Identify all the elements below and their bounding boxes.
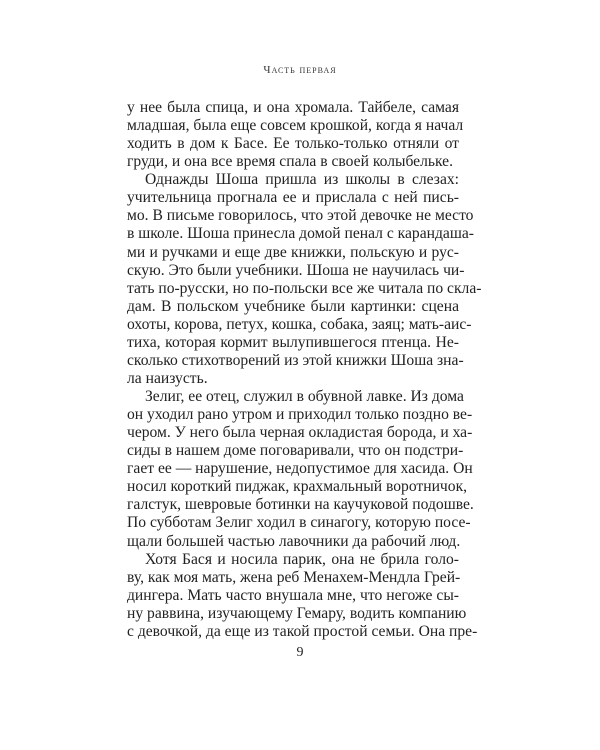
text-line: дам. В польском учебнике были картинки: сцена <box>127 297 459 315</box>
text-line: ла наизусть. <box>127 369 208 387</box>
text-line: ну раввина, изучающему Гемару, водить компанию <box>127 604 467 622</box>
text-line: мо. В письме говорилось, что этой девочке не место <box>127 207 474 225</box>
text-line: у нее была спица, и она хромала. Тайбеле, самая <box>127 99 459 116</box>
body-text <box>127 99 482 641</box>
paragraph <box>127 550 478 641</box>
text-line: гает ее — нарушение, недопустимое для хасида. Он <box>127 460 473 478</box>
text-line: Хотя Бася и носила парик, она не брила голо- <box>145 550 459 568</box>
paragraph <box>127 171 482 388</box>
text-line: чером. У него была черная окладистая борода, и ха- <box>127 424 473 442</box>
paragraph <box>127 99 464 171</box>
text-line: По субботам Зелиг ходил в синагогу, которую посе- <box>127 514 471 532</box>
text-line: сколько стихотворений из этой книжки Шоша зна- <box>127 351 464 369</box>
text-line: дингера. Мать часто внушала мне, что негоже сы- <box>127 586 459 604</box>
text-line: с девочкой, да еще из такой простой семьи. Она пре- <box>127 622 478 640</box>
running-header: Часть первая <box>263 64 337 76</box>
text-line: в школе. Шоша принесла домой пенал с карандаша- <box>127 225 474 243</box>
text-line: ходить в дом к Басе. Ее только-только отняли от <box>127 135 459 153</box>
text-line: охоты, корова, петух, кошка, собака, заяц; мать-аис- <box>127 315 472 333</box>
text-line: младшая, была еще совсем крошкой, когда я начал <box>127 117 464 135</box>
text-line: Однажды Шоша пришла из школы в слезах: <box>145 171 459 189</box>
text-line: учительница прогнала ее и прислала с ней пись- <box>127 189 459 207</box>
text-line: сиды в нашем доме поговаривали, что он подстри- <box>127 442 464 460</box>
text-line: скую. Это были учебники. Шоша не научилась чи- <box>127 261 465 279</box>
text-line: ву, как моя мать, жена реб Менахем-Мендла Грей- <box>127 568 461 586</box>
text-line: груди, и она все время спала в своей колыбельке. <box>127 153 454 171</box>
text-line: щали большей частью лавочники да рабочий люд. <box>127 532 461 550</box>
text-line: Зелиг, ее отец, служил в обувной лавке. Из дома <box>145 388 464 405</box>
paragraph <box>127 388 474 551</box>
text-line: носил короткий пиджак, крахмальный воротничок, <box>127 478 468 496</box>
text-line: он уходил рано утром и приходил только поздно ве- <box>127 406 473 424</box>
text-line: галстук, шевровые ботинки на каучуковой подошве. <box>127 496 474 514</box>
text-line: тиха, которая кормит вылупившегося птенца. Не- <box>127 333 459 351</box>
text-line: тать по-русски, но по-польски все же читала по скла- <box>127 279 482 297</box>
text-line: ми и ручками и еще две книжки, польскую и рус- <box>127 243 459 261</box>
page-number: 9 <box>296 645 304 660</box>
